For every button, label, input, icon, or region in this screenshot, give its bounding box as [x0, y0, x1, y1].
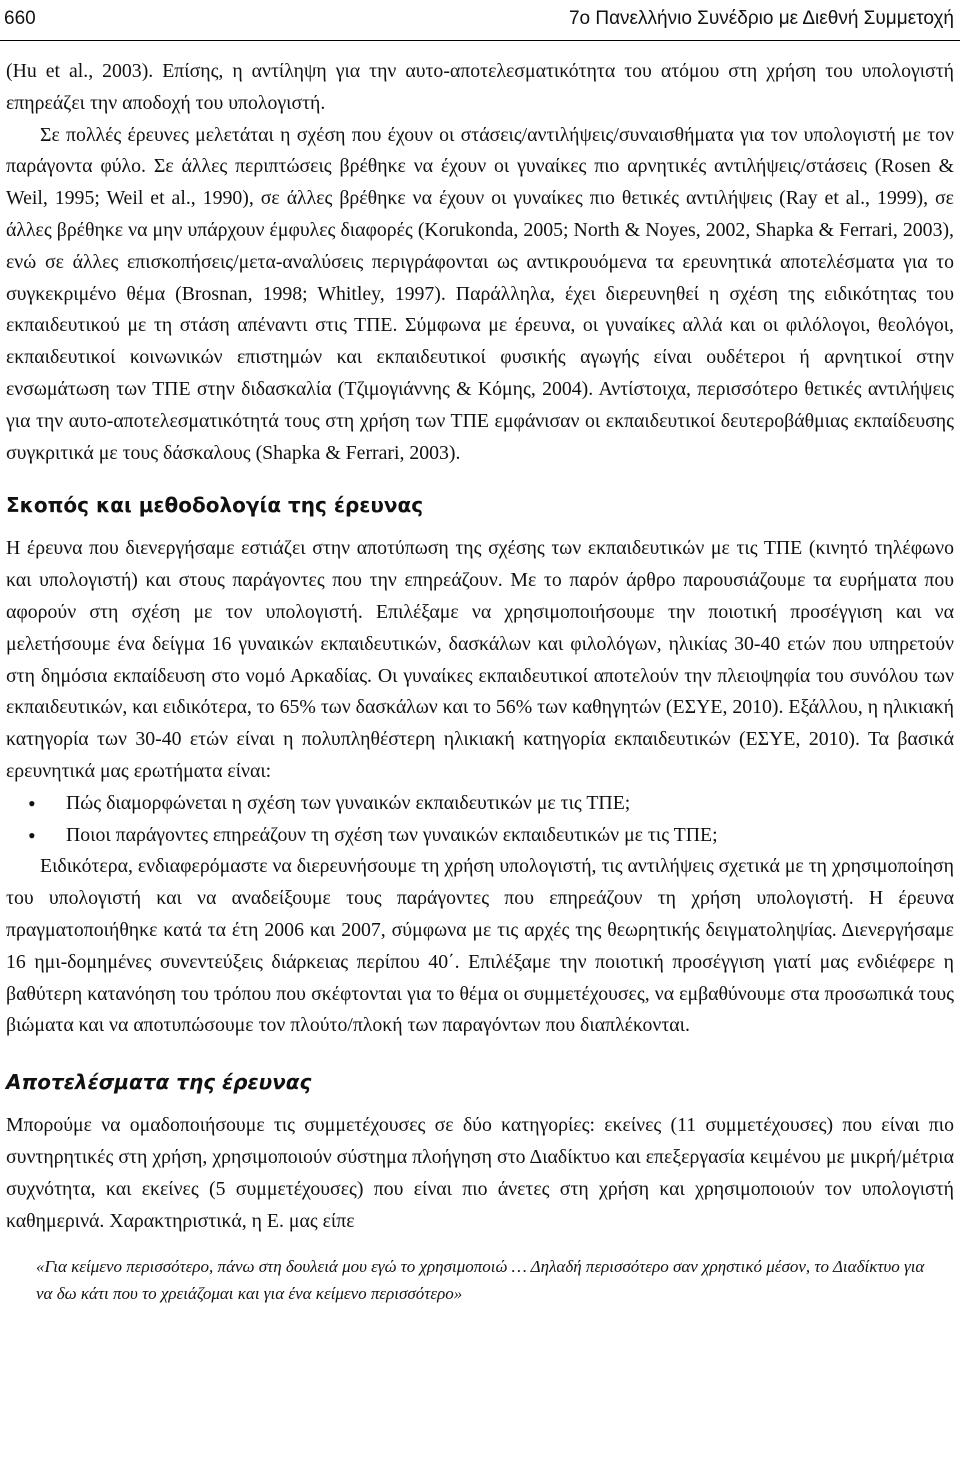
- list-item: • Πώς διαμορφώνεται η σχέση των γυναικών εκπαιδευτικών με τις ΤΠΕ;: [6, 788, 954, 820]
- list-item: • Ποιοι παράγοντες επηρεάζουν τη σχέση των γυναικών εκπαιδευτικών με τις ΤΠΕ;: [6, 820, 954, 852]
- page-number: 660: [4, 8, 36, 29]
- conference-title: 7ο Πανελλήνιο Συνέδριο με Διεθνή Συμμετοχή: [568, 8, 954, 29]
- paragraph-gender-research: Σε πολλές έρευνες μελετάται η σχέση που έχουν οι στάσεις/αντιλήψεις/συναισθήματα για τον υπολογιστή με τον παράγοντα φύλο. Σε άλλες περιπτώσεις βρέθηκε να έχουν οι γυναίκες πιο αρνητικές αντιλήψεις/στάσεις (Rosen & Weil, 1995; Weil et al., 1990), σε άλλες βρέθηκε να έχουν οι γυναίκες πιο θετικές αντιλήψεις (Ray et al., 1999), σε άλλες βρέθηκε να μην υπάρχουν έμφυλες διαφορές (Korukonda, 2005; North & Noyes, 2002, Shapka & Ferrari, 2003), ενώ σε άλλες επισκοπήσεις/μετα-αναλύσεις περιγράφονται ως αντικρουόμενα τα ερευνητικά αποτελέσματα για το συγκεκριμένο θέμα (Brosnan, 1998; Whitley, 1997). Παράλληλα, έχει διερευνηθεί η σχέση της ειδικότητας του εκπαιδευτικού με τη στάση απέναντι στις ΤΠΕ. Σύμφωνα με έρευνα, οι γυναίκες αλλά και οι φιλόλογοι, θεολόγοι, εκπαιδευτικοί κοινωνικών επιστημών και εκπαιδευτικοί φυσικής αγωγής είναι ουδέτεροι ή αρνητικοί στην ενσωμάτωση των ΤΠΕ στην διδασκαλία (Τζιμογιάννης & Κόμης, 2004). Αντίστοιχα, περισσότερο θετικές αντιλήψεις για την αυτο-αποτελεσματικότητά τους στη χρήση των ΤΠΕ εμφάνισαν οι εκπαιδευτικοί δευτεροβάθμιας εκπαίδευσης συγκριτικά με τους δάσκαλους (Shapka & Ferrari, 2003).: [6, 123, 954, 464]
- research-questions-list: [6, 788, 954, 852]
- page-header: [0, 0, 960, 41]
- paragraph-results: Μπορούμε να ομαδοποιήσουμε τις συμμετέχουσες σε δύο κατηγορίες: εκείνες (11 συμμετέχουσες) που είναι πιο συντηρητικές στη χρήση, χρησιμοποιούν σύστημα πλοήγηση στο Διαδίκτυο και επεξεργασία κειμένου με μικρή/μέτρια συχνότητα, και εκείνες (5 συμμετέχουσες) που είναι πιο άνετες στη χρήση και χρησιμοποιούν τον υπολογιστή καθημερινά. Χαρακτηριστικά, η Ε. μας είπε: [6, 1114, 954, 1232]
- paragraph-methodology: Ειδικότερα, ενδιαφερόμαστε να διερευνήσουμε τη χρήση υπολογιστή, τις αντιλήψεις σχετικά με τη χρησιμοποίηση του υπολογιστή και να αναδείξουμε τους παράγοντες που επηρεάζουν τη χρήση υπολογιστή. Η έρευνα πραγματοποιήθηκε κατά τα έτη 2006 και 2007, σύμφωνα με τις αρχές της θεωρητικής δειγματοληψίας. Διενεργήσαμε 16 ημι-δομημένες συνεντεύξεις διάρκειας περίπου 40΄. Επιλέξαμε την ποιοτική προσέγγιση γιατί μας ενδιέφερε η βαθύτερη κατανόηση του τρόπου που σκέφτονται για το θέμα οι συμμετέχουσες, να εμβαθύνουμε στα προσωπικά τους βιώματα και να αποτυπώσουμε τον πλούτο/πλοκή των παραγόντων που διαπλέκονται.: [6, 855, 954, 1037]
- section-heading-aim-methodology: Σκοπός και μεθοδολογία της έρευνας: [6, 493, 424, 518]
- paragraph-intro-continuation: (Hu et al., 2003). Επίσης, η αντίληψη για την αυτο-αποτελεσματικότητα του ατόμου στη χρήση του υπολογιστή επηρεάζει την αποδοχή του υπολογιστή.: [6, 60, 954, 114]
- paragraph-research-aim: Η έρευνα που διενεργήσαμε εστιάζει στην αποτύπωση της σχέσης των εκπαιδευτικών με τις ΤΠΕ (κινητό τηλέφωνο και υπολογιστή) και στους παράγοντες που την επηρεάζουν. Με το παρόν άρθρο παρουσιάζουμε τα ευρήματα που αφορούν στη σχέση με τον υπολογιστή. Επιλέξαμε να χρησιμοποιήσουμε την ποιοτική προσέγγιση και να μελετήσουμε ένα δείγμα 16 γυναικών εκπαιδευτικών, δασκάλων και φιλολόγων, ηλικίας 30-40 ετών που υπηρετούν στη δημόσια εκπαίδευση στο νομό Αρκαδίας. Οι γυναίκες εκπαιδευτικοί αποτελούν την πλειοψηφία του συνόλου των εκπαιδευτικών, και ειδικότερα, το 65% των δασκάλων και το 56% των καθηγητών (ΕΣΥΕ, 2010). Εξάλλου, η ηλικιακή κατηγορία των 30-40 ετών είναι η πολυπληθέστερη ηλικιακή κατηγορία εκπαιδευτικών (ΕΣΥΕ, 2010). Τα βασικά ερευνητικά μας ερωτήματα είναι:: [6, 537, 954, 782]
- interview-quote: «Για κείμενο περισσότερο, πάνω στη δουλειά μου εγώ το χρησιμοποιώ … Δηλαδή περισσότερο σαν χρηστικό μέσον, το Διαδίκτυο για να δω κάτι που το χρειάζομαι και για ένα κείμενο περισσότερο»: [36, 1257, 925, 1304]
- document-body: [6, 56, 954, 1307]
- section-heading-results: Αποτελέσματα της έρευνας: [6, 1070, 312, 1095]
